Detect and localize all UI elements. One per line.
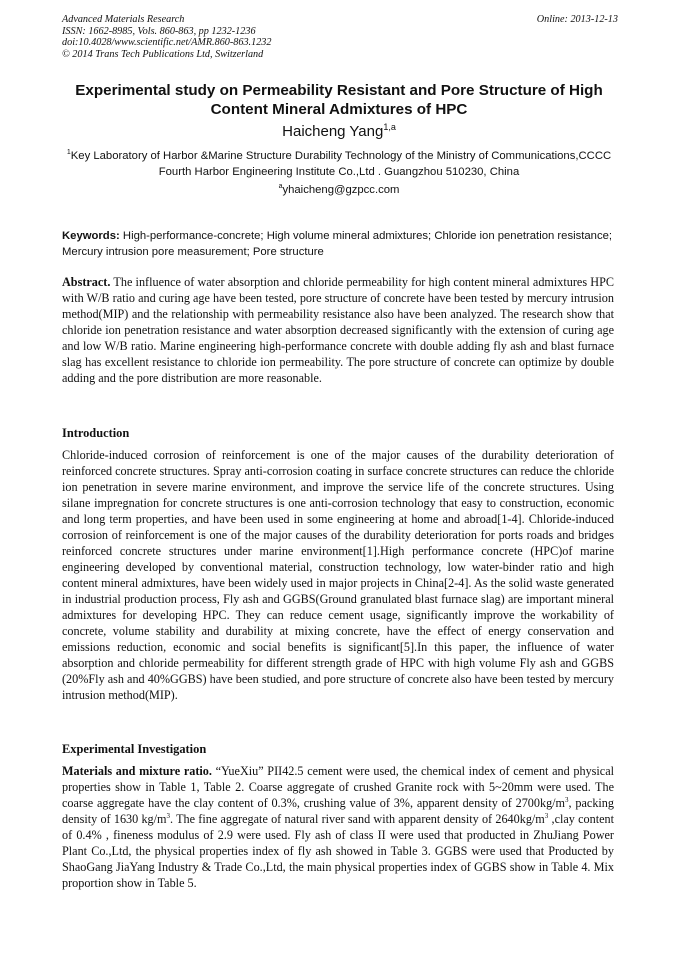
author-line (0, 123, 678, 140)
materials-text-1: “YueXiu” PII42.5 cement were used, the chemical index of cement and physical properties show in Table 1, Table 2. Coarse aggregate of crushed Granite rock with 5~20mm were used. The coarse aggregate have the clay content of 0.3%, crushing value of 3%, apparent density of 2700kg/m (62, 764, 614, 810)
affiliation (50, 148, 628, 180)
paper-title: Experimental study on Permeability Resistant and Pore Structure of High Content Mineral Admixtures of HPC (75, 82, 603, 118)
journal-header (62, 14, 618, 60)
materials-label: Materials and mixture ratio. (62, 764, 212, 778)
affiliation-text: Key Laboratory of Harbor &Marine Structure Durability Technology of the Ministry of Communications,CCCC Fourth Harbor Engineering Institute Co.,Ltd . Guangzhou 510230, China (70, 150, 612, 178)
experimental-heading: Experimental Investigation (62, 742, 207, 756)
email-line (0, 184, 678, 196)
materials-text-2: , packing density of 1630 kg/m (62, 796, 614, 826)
keywords (62, 228, 614, 260)
materials-text-3: . The fine aggregate of natural river sand with apparent density of 2640kg/m (170, 812, 545, 826)
online-date: Online: 2013-12-13 (536, 14, 618, 25)
introduction-heading: Introduction (62, 426, 130, 440)
abstract-label: Abstract. (62, 275, 111, 289)
materials-paragraph (62, 763, 614, 891)
affiliation-superscript: 1 (66, 149, 71, 157)
abstract-text: The influence of water absorption and chloride permeability for high content mineral admixtures HPC with W/B ratio and curing age have been tested, pore structure of concrete have been tested by mercury intrusion method(MIP) and the relationship with permeability resistance also have been analyzed. The research show that chloride ion penetration resistance and water absorption decreased significantly with the extension of curing age and low W/B ratio. Marine engineering high-performance concrete with double adding fly ash and blast furnace slag has excellent resistance to chloride ion permeability. The pore structure of concrete can optimize by double adding and the pore distribution are more reasonable. (62, 275, 615, 385)
introduction-text: Chloride-induced corrosion of reinforcement is one of the major causes of the durability deterioration of reinforced concrete structures. Spray anti-corrosion coating in surface concrete structures can reduce the chloride ion penetration in severe marine environment, and improve the service life of the concrete structures. Using silane impregnation for concrete structures is one anti-corrosion technology that easy to construction, economic and long term properties, and have been used in some engineering at home and abroad[1-4]. Chloride-induced corrosion of reinforcement is one of the major causes of the durability deterioration for ports roads and bridges reinforced concrete structures under marine environment[1].High performance concrete (HPC)of marine engineering developed by conventional material, construction technology, low water-binder ratio and high content mineral admixtures, have been widely used in major projects in China[2-4]. As the solid waste generated in industrial production process, Fly ash and GGBS(Ground granulated blast furnace slag) are important mineral admixtures for developing HPC. They can reduce cement usage, significantly improve the workability of concrete, volume stability and durability at mixing concrete, have the effect of energy conservation and emissions reduction, economic and social benefits is significant[5].In this paper, the influence of water absorption and chloride permeability for different strength grade of HPC with high volume Fly ash and GGBS (20%Fly ash and 40%GGBS) have been studied, and pore structure of concrete also have been tested by mercury intrusion method(MIP). (62, 448, 614, 702)
email-superscript: a (278, 183, 283, 191)
doi-line[interactable]: doi:10.4028/www.scientific.net/AMR.860-863.1232 (62, 37, 272, 49)
journal-name: Advanced Materials Research (62, 14, 185, 25)
materials-sup-2: 3 (166, 811, 171, 820)
author-email[interactable]: yhaicheng@gzpcc.com (282, 184, 400, 196)
keywords-text: High-performance-concrete; High volume mineral admixtures; Chloride ion penetration resistance; Mercury intrusion pore measurement; Pore structure (62, 230, 613, 258)
abstract (62, 274, 614, 386)
author-name: Haicheng Yang (282, 123, 384, 140)
copyright-line: © 2014 Trans Tech Publications Ltd, Switzerland (62, 48, 264, 60)
materials-sup-3: 3 (544, 811, 549, 820)
keywords-label: Keywords: (62, 230, 120, 242)
author-superscript: 1,a (383, 122, 396, 132)
materials-text-4: ,clay content of 0.4% , fineness modulus of 2.9 were used. Fly ash of class II were used that producted in ZhuJiang Power Plant Co.,Ltd, the physical properties index of fly ash showed in Table 3. GGBS were used that Producted by ShaoGang JiaYang Industry & Trade Co.,Ltd, the main physical properties index of GGBS show in Table 4. Mix proportion show in Table 5. (62, 812, 615, 890)
issn-line: ISSN: 1662-8985, Vols. 860-863, pp 1232-1236 (62, 25, 256, 37)
materials-sup-1: 3 (565, 795, 569, 804)
